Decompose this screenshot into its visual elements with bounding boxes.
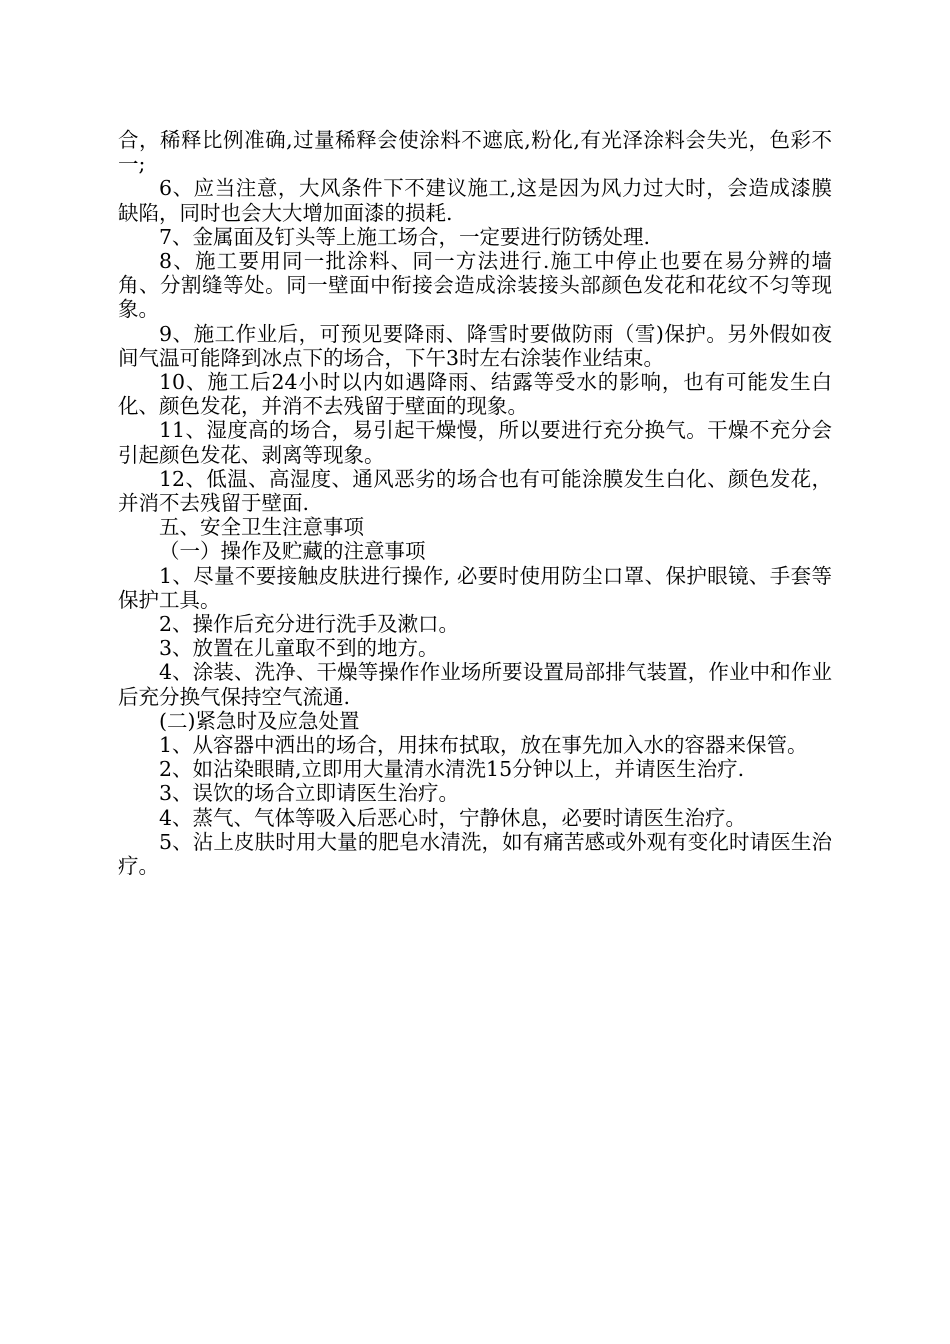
- paragraph-safety-4-ventilation: 4、涂装、洗净、干燥等操作作业场所要设置局部排气装置，作业中和作业后充分换气保持空气流通.: [118, 660, 832, 709]
- paragraph-emergency-3-ingestion: 3、误饮的场合立即请医生治疗。: [159, 781, 460, 806]
- subsection-heading-operation-storage: （一）操作及贮藏的注意事项: [159, 539, 426, 564]
- paragraph-item-12-low-temp: 12、低温、高湿度、通风恶劣的场合也有可能涂膜发生白化、颜色发花，并消不去残留于壁面.: [118, 466, 832, 516]
- paragraph-safety-1-skin: 1、尽量不要接触皮肤进行操作, 必要时使用防尘口罩、保护眼镜、手套等保护工具。: [118, 563, 832, 612]
- paragraph-safety-2-wash: 2、操作后充分进行洗手及漱口。: [159, 612, 460, 637]
- document-page: [118, 128, 832, 878]
- paragraph-emergency-4-inhalation: 4、蒸气、气体等吸入后恶心时，宁静休息，必要时请医生治疗。: [159, 805, 747, 830]
- subsection-heading-emergency: (二)紧急时及应急处置: [159, 708, 360, 733]
- paragraph-emergency-1-spill: 1、从容器中洒出的场合，用抹布拭取，放在事先加入水的容器来保管。: [159, 733, 808, 758]
- paragraph-emergency-2-eyes: 2、如沾染眼睛,立即用大量清水清洗15分钟以上，并请医生治疗.: [159, 757, 745, 782]
- paragraph-item-9-rain-snow: 9、施工作业后，可预见要降雨、降雪时要做防雨（雪)保护。另外假如夜间气温可能降到冰点下的场合，下午3时左右涂装作业结束。: [118, 321, 832, 370]
- section-heading-safety: 五、安全卫生注意事项: [159, 515, 364, 540]
- paragraph-item-6-wind: 6、应当注意，大风条件下不建议施工,这是因为风力过大时，会造成漆膜缺陷，同时也会大大增加面漆的损耗.: [118, 176, 832, 225]
- paragraph-emergency-5-skin-contact: 5、沾上皮肤时用大量的肥皂水清洗，如有痛苦感或外观有变化时请医生治疗。: [118, 829, 832, 879]
- paragraph-safety-3-children: 3、放置在儿童取不到的地方。: [159, 636, 439, 661]
- paragraph-item-8-same-batch: 8、施工要用同一批涂料、同一方法进行.施工中停止也要在易分辨的墙角、分割缝等处。同一壁面中衔接会造成涂装接头部颜色发花和花纹不匀等现象。: [118, 249, 832, 322]
- paragraph-item-11-humidity: 11、湿度高的场合，易引起干燥慢，所以要进行充分换气。干燥不充分会引起颜色发花、剥离等现象。: [118, 418, 832, 467]
- paragraph-item-10-after-24h: 10、施工后24小时以内如遇降雨、结露等受水的影响，也有可能发生白化、颜色发花，并消不去残留于壁面的现象。: [118, 370, 832, 419]
- paragraph-continuation: 合，稀释比例准确,过量稀释会使涂料不遮底,粉化,有光泽涂料会失光，色彩不一;: [118, 128, 832, 177]
- paragraph-item-7-rustproof: 7、金属面及钉头等上施工场合，一定要进行防锈处理.: [159, 224, 651, 249]
